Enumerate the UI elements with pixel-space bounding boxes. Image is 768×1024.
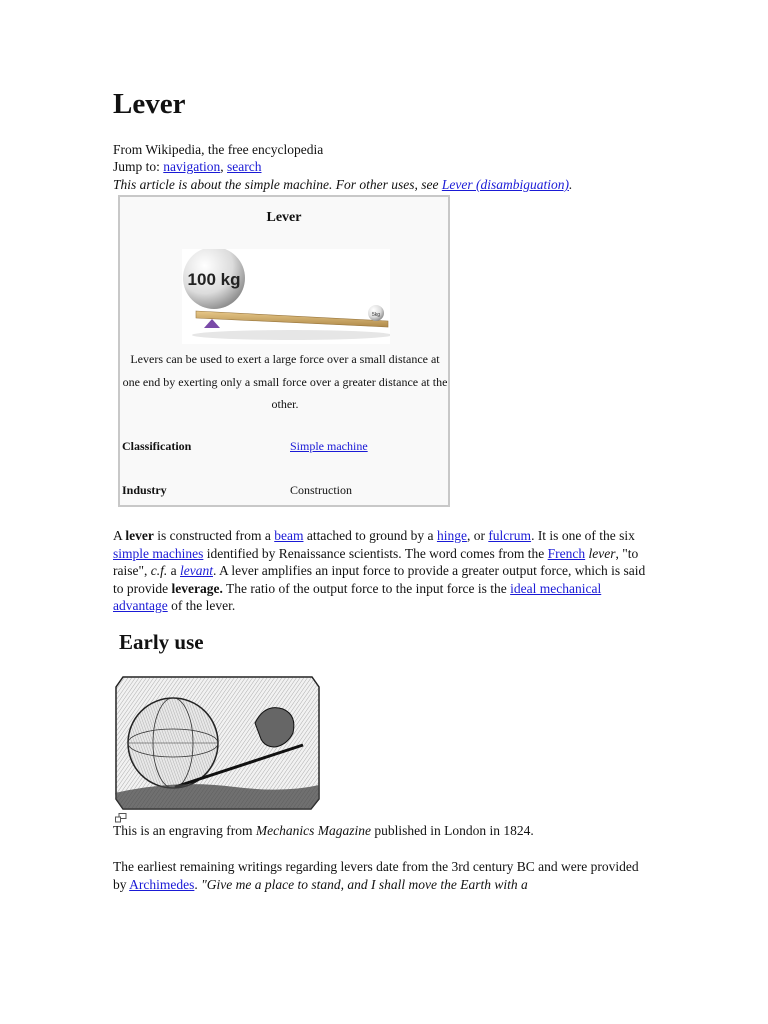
intro-text: attached to ground by a (303, 528, 437, 543)
jump-search-link[interactable]: search (227, 159, 262, 174)
infobox-title: Lever (266, 210, 302, 225)
intro-text: A (113, 528, 126, 543)
simple-machines-link[interactable]: simple machines (113, 545, 204, 561)
archimedes-quote: "Give me a place to stand, and I shall move the Earth with a (201, 876, 528, 892)
intro-text: is constructed from a (153, 528, 275, 543)
small-weight-label: 5kg (371, 312, 381, 318)
disambiguation-link[interactable]: Lever (disambiguation) (441, 177, 569, 192)
caption-italic-magazine: Mechanics Magazine (255, 823, 371, 838)
infobox-label-classification: Classification (122, 439, 192, 453)
intro-text: a (167, 563, 180, 578)
intro-italic-lever: lever (588, 545, 616, 561)
hatnote-end: . (568, 177, 573, 192)
early-use-text: The earliest remaining writings regarding levers date from the 3rd century BC and were provided by (113, 859, 639, 892)
infobox-caption: Levers can be used to exert a large force over a small distance at one end by exerting only a small force over a greater distance at the other. (122, 352, 448, 411)
engraving-illustration (115, 675, 320, 810)
french-link[interactable]: French (547, 545, 586, 561)
infobox-lever-image[interactable] (182, 249, 390, 344)
industry-value: Construction (290, 483, 352, 497)
early-use-text: . (194, 876, 202, 892)
infobox-label-industry: Industry (122, 483, 167, 497)
tagline: From Wikipedia, the free encyclopedia (113, 142, 324, 157)
intro-italic-cf: c.f. (150, 563, 168, 578)
beam-link[interactable]: beam (274, 528, 304, 543)
engraving-image[interactable] (115, 675, 320, 810)
hatnote-text: This article is about the simple machine. For other uses, see (113, 177, 439, 192)
intro-bold-leverage: leverage. (171, 580, 223, 596)
intro-text: . A lever amplifies an input force to provide a greater output force, which is said to provide (113, 563, 646, 596)
section-heading-early-use: Early use (119, 630, 204, 654)
big-weight-label: 100 kg (187, 270, 241, 289)
magnify-clip-icon[interactable] (115, 811, 127, 821)
jump-to-label: Jump to: (113, 159, 160, 174)
archimedes-link[interactable]: Archimedes (129, 876, 195, 892)
lever-illustration (182, 249, 390, 344)
ideal-mechanical-advantage-link[interactable]: ideal mechanical advantage (113, 580, 602, 613)
fulcrum-shape (204, 319, 220, 328)
intro-text: , or (466, 528, 489, 543)
fulcrum-link[interactable]: fulcrum (488, 528, 532, 543)
plank-shape (196, 311, 388, 327)
caption-text: This is an engraving from (113, 823, 256, 838)
jump-to (113, 158, 262, 175)
engraving-caption (113, 822, 534, 839)
early-use-paragraph (113, 858, 653, 893)
hinge-link[interactable]: hinge (436, 528, 467, 543)
jump-navigation-link[interactable]: navigation (163, 159, 221, 174)
intro-text: The ratio of the output force to the input force is the (222, 580, 511, 596)
jump-separator: , (220, 159, 224, 174)
caption-text: published in London in 1824. (370, 823, 534, 838)
intro-text: , "to raise", (113, 545, 639, 578)
classification-value-link[interactable]: Simple machine (290, 439, 368, 453)
intro-text: . It is one of the six (531, 528, 635, 543)
intro-text: of the lever. (167, 598, 236, 613)
hatnote (113, 176, 572, 193)
infobox (118, 195, 450, 507)
levant-link[interactable]: levant (180, 563, 213, 578)
intro-bold-lever: lever (125, 528, 154, 543)
intro-text: identified by Renaissance scientists. The word comes from the (203, 545, 548, 561)
intro-paragraph (113, 527, 653, 615)
page-title: Lever (113, 88, 186, 120)
